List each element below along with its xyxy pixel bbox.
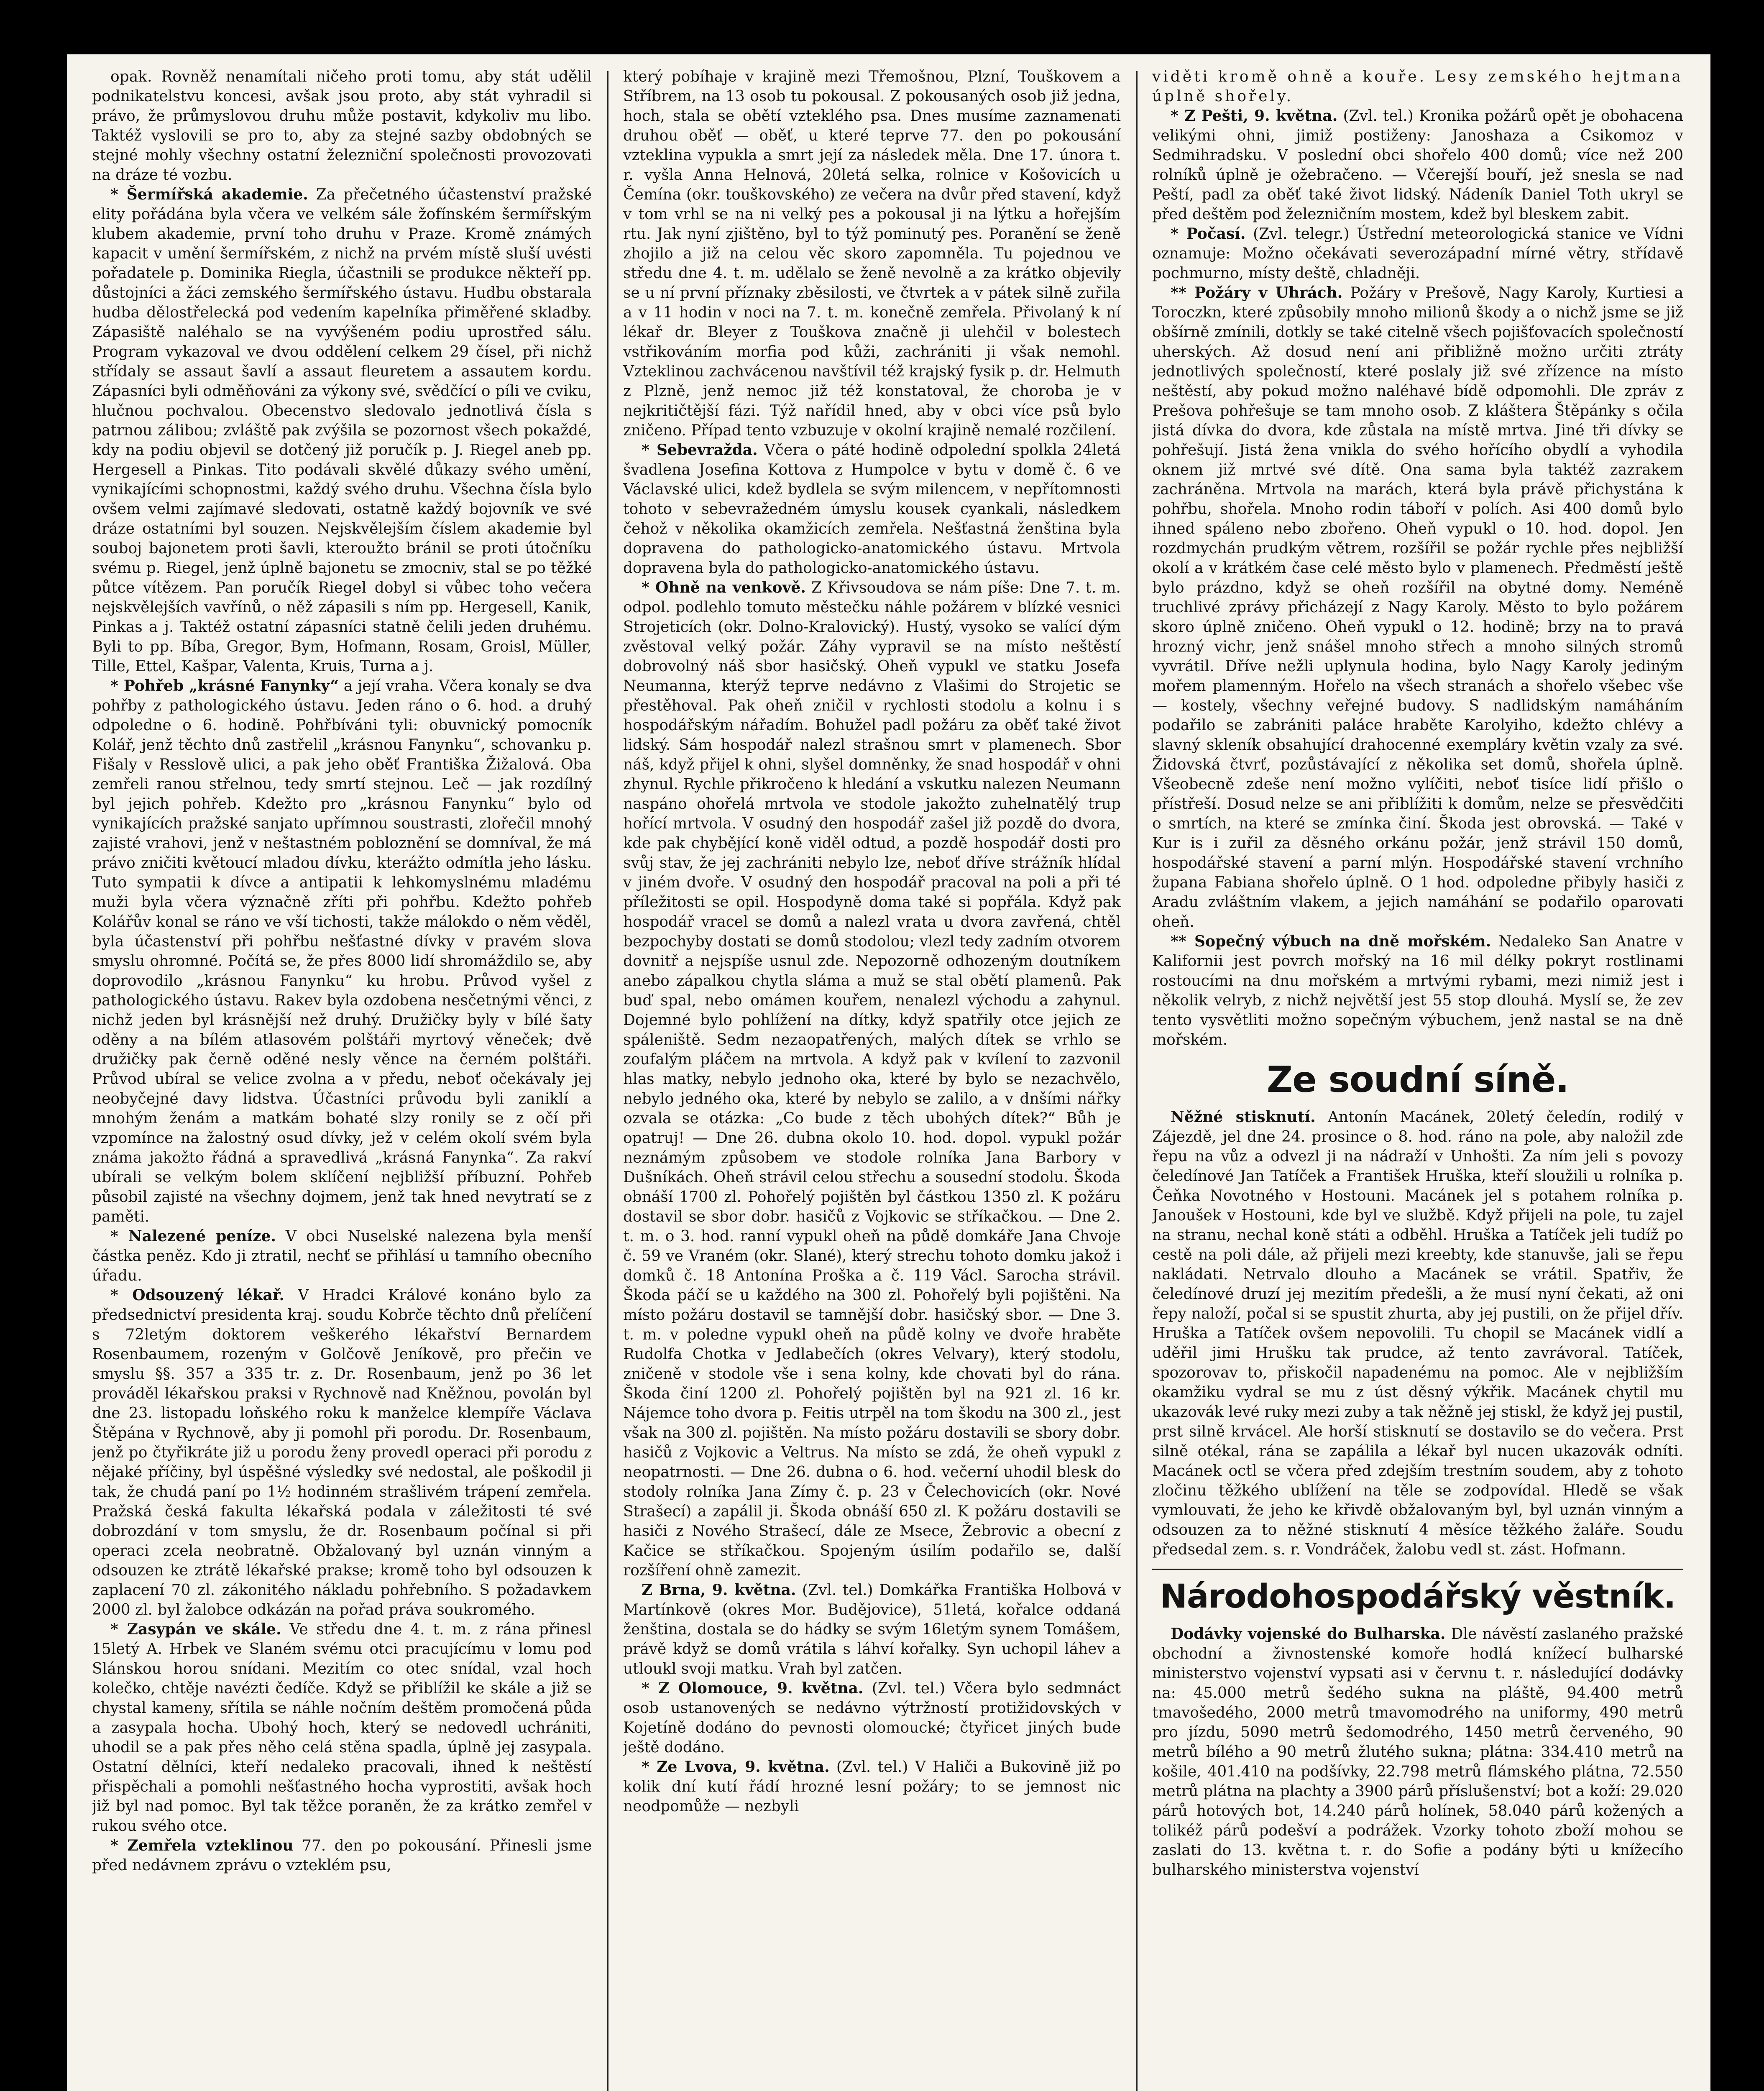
column-middle [623, 67, 1121, 2091]
article-heading: Z Brna, 9. května. [642, 1581, 796, 1599]
article-paragraph [1152, 1624, 1683, 1880]
column-left [92, 67, 592, 2091]
article-heading: * Ohně na venkově. [642, 579, 806, 596]
article-heading: * Počasí. [1171, 225, 1246, 243]
paragraph-body: Dle návěstí zaslaného pražské obchodní a živnostenské komoře hodlá knížecí bulharské ministerstvo vojenství vypsati asi v červnu t. r. následující dodávky na: 45.000 metrů šedého sukna na pláště, 94.400 metrů tmavošedého, 2000 metrů tmavomodrého na uniformy, 490 metrů pro jízdu, 5090 metrů šedomodrého, 1450 metrů červeného, 90 metrů bílého a 90 metrů žlutého sukna; plátna: 334.410 metrů na košile, 401.410 na podšívky, 22.798 metrů flámského plátna, 72.550 metrů plátna na plachty a 3900 párů příslušenství; bot a koží: 29.020 párů hotových bot, 14.240 párů holínek, 58.040 párů kožených a tolikéž párů podešví a podrážek. Vzorky tohoto zboží mohou se zaslati do 13. května t. r. do Sofie a podány býti u knížecího bulharského ministerstva vojenství [1152, 1626, 1683, 1879]
article-paragraph [623, 440, 1121, 578]
article-heading: Něžné stisknutí. [1171, 1108, 1316, 1126]
article-paragraph [1152, 224, 1683, 283]
paragraph-body: Ve středu dne 4. t. m. z rána přinesl 15letý A. Hrbek ve Slaném svému otci pracujícímu v lomu pod Slánskou horou snídani. Mezitím co otec snídal, vzal hoch kolečko, chtěje navézti čedíče. Když se přiblížil ke skále a již se chystal kameny, sřítila se náhle nočním deštěm promočená půda a zasypala hocha. Ubohý hoch, který se nedovedl uchrániti, uhodil se a pak přes něho celá stěna spadla, úplně jej zasypala. Ostatní dělníci, kteří nedaleko pracovali, ihned k neštěstí přispěchali a pomohli nešťastného hocha vyprostiti, avšak hoch již byl nad pomoc. Byl tak těžce poraněn, že za krátko zemřel v rukou svého otce. [92, 1621, 592, 1835]
article-heading: * Zasypán ve skále. [110, 1621, 281, 1638]
article-paragraph [1152, 106, 1683, 224]
paragraph-body: který pobíhaje v krajině mezi Třemošnou, Plzní, Touškovem a Stříbrem, na 13 osob tu pokousal. Z pokousaných osob již jedna, hoch, stala se obětí vzteklého psa. Dnes musíme zaznamenati druhou oběť — oběť, u které teprve 77. den po pokousání vzteklina vypukla a smrt její za následek měla. Dne 17. února t. r. vyšla Anna Helnová, 20letá selka, rolnice v Košovicích u Čemína (okr. touškovského) ze večera na dvůr před stavení, když v tom vrhl se na ni velký pes a pokousal ji na lýtku a hořejším rtu. Jak nyní zjištěno, byl to týž pominutý pes. Poranění se ženě zhojilo a již na celou věc skoro zapomněla. Tu pojednou ve středu dne 4. t. m. udělalo se ženě nevolně a za krátko objevily se u ní první příznaky zběsilosti, ve čtvrtek a v pátek silně zuřila a v 11 hodin v noci na 7. t. m. konečně zemřela. Přivolaný k ní lékař dr. Bleyer z Touškova značně ji ulehčil v bolestech vstřikováním morfia pod kůži, zachrániti ji však nemohl. Vzteklinou zachvácenou navštívil též krajský fysik p. dr. Helmuth z Plzně, jenž nemoc již též konstatoval, že choroba je v nejkritičtější fázi. Týž nařídil hned, aby v obci více psů bylo zničeno. Případ tento vzbuzuje v okolní krajině nemalé rozčilení. [623, 68, 1121, 439]
paragraph-body: (Zvl. tel.) Domkářka Františka Holbová v Martínkově (okres Mor. Budějovice), 51letá, kořalce oddaná ženština, dostala se do hádky se svým 16letým synem Tomášem, právě když se domů vrátila s láhví kořalky. Syn uchopil láhev a utloukl svoji matku. Vrah byl zatčen. [623, 1582, 1121, 1677]
paragraph-body: (Zvl. tel.) Kronika požárů opět je obohacena velikými ohni, jimiž postiženy: Janoshaza a Csikomoz v Sedmihradsku. V poslední obci shořelo 400 domů; více než 200 rolníků úplně je ožebračeno. — Včerejší bouří, jež snesla se nad Peští, padl za oběť také život lidský. Nádeník Daniel Toth ukryl se před deštěm pod železničním mostem, kdež byl bleskem zabit. [1152, 107, 1683, 223]
column-divider [1136, 71, 1138, 2091]
column-right [1152, 67, 1683, 2091]
paragraph-body: Nedaleko San Anatre v Kalifornii jest povrch mořský na 16 mil délky pokryt rostlinami rostoucími na dnu mořském a mrtvými rybami, mezi nimiž jest i několik velryb, z nichž největší jest 55 stop dlouhá. Myslí se, že zev tento vysvětliti možno sopečným výbuchem, jenž nastal se na dně mořském. [1152, 933, 1683, 1048]
article-heading: * Nalezené peníze. [110, 1227, 276, 1245]
paragraph-body: V Hradci Králové konáno bylo za předsednictví presidenta kraj. soudu Kobrče těchto dnů přelíčení s 72letým doktorem veškerého lékařství Bernardem Rosenbaumem, rozeným v Golčově Jeníkově, pro přečin ve smyslu §§. 357 a 335 tr. z. Dr. Rosenbaum, jenž po 36 let prováděl lékařskou praksi v Rychnově nad Kněžnou, povolán byl dne 23. listopadu loňského roku k manželce klempíře Václava Štěpána v Rychnově, aby ji pomohl při porodu. Dr. Rosenbaum, jenž po čtyřikráte již u porodu ženy provedl operaci při porodu z nějaké příčiny, byl úspěšné výsledky své nedostal, ale poškodil ji tak, že chudá paní po 1½ hodinném strašlivém trápení zemřela. Pražská česká fakulta lékařská podala v záležitosti té své dobrozdání v tom smyslu, že dr. Rosenbaum počínal si při operaci zcela neobratně. Obžalovaný byl uznán vinným a odsouzen ke ztrátě lékařské prakse; kromě toho byl odsouzen k zaplacení 70 zl. zákonitého nákladu pohřebního. S požadavkem 2000 zl. byl žalobce odkázán na pořad práva soukromého. [92, 1287, 592, 1618]
paragraph-body: (Zvl. telegr.) Ústřední meteorologická stanice ve Vídni oznamuje: Možno očekávati severozápadní mírné větry, střídavě pochmurno, místy deště, chladněji. [1152, 225, 1683, 282]
article-heading: * Z Olomouce, 9. května. [642, 1679, 864, 1697]
article-paragraph [623, 578, 1121, 1580]
article-heading: * Z Pešti, 9. května. [1171, 107, 1338, 125]
article-heading: ** Sopečný výbuch na dně mořském. [1171, 933, 1491, 950]
article-paragraph [92, 1286, 592, 1620]
article-heading: * Ze Lvova, 9. května. [642, 1758, 830, 1776]
article-paragraph [92, 1620, 592, 1836]
paragraph-body: (Zvl. tel.) Včera bylo sedmnáct osob ustanovených se nedávno výtržností protižidovských v Kojetíně dodáno do pevnosti olomoucké; čtyřicet jiných bude ještě dodáno. [623, 1680, 1121, 1756]
paragraph-body: viděti kromě ohně a kouře. Lesy zemského hejtmana úplně shořely. [1152, 68, 1683, 105]
article-heading: * Zemřela vzteklinou [110, 1837, 294, 1854]
article-heading: * Šermířská akademie. [110, 186, 308, 203]
article-paragraph [92, 1836, 592, 1875]
article-paragraph [623, 1580, 1121, 1679]
paragraph-body: Včera o páté hodině odpolední spolkla 24letá švadlena Josefina Kottova z Humpolce v bytu v domě č. 6 ve Václavské ulici, kdež bydlela se svým milencem, v nepřítomnosti tohoto v sebevražedném úmyslu kousek cyankali, následkem čehož v několika okamžicích zemřela. Nešťastná ženština byla dopravena do pathologicko-anatomického ústavu. Mrtvola dopravena byla do pathologicko-anatomického ústavu. [623, 442, 1121, 577]
article-paragraph [623, 1757, 1121, 1816]
article-paragraph [1152, 1107, 1683, 1559]
article-paragraph [92, 676, 592, 1227]
paragraph-body: a její vraha. Včera konaly se dva pohřby z pathologického ústavu. Jeden ráno o 6. hod. a druhý odpoledne o 6. hodině. Pohřbíváni tyli: obuvnický pomocník Kolář, jenž těchto dnů zastřelil „krásnou Fanynku“, schovanku p. Fišaly v Resslově ulici, a pak jeho oběť Františka Žižalová. Oba zemřeli ranou střelnou, tedy smrtí stejnou. Leč — jak rozdílný byl jejich pohřeb. Kdežto pro „krásnou Fanynku“ bylo od vynikajících pražské sanjato upřímnou soustrasti, zlořečil mnohý zajisté vrahovi, jenž v neštastném pobloznění se domníval, že má právo zničiti květoucí mladou dívku, kterážto odmítla jeho lásku. Tuto sympatii k dívce a antipatii k lehkomyslnému mladému muži byla včera význačně zříti při pohřbu. Kdežto pohřeb Kolářův konal se ráno ve vší tichosti, takže málokdo o něm věděl, byla účastenství při pohřbu nešťastné dívky v pravém slova smyslu ohromné. Počítá se, že přes 8000 lidí shromáždilo se, aby doprovodilo „krásnou Fanynku“ ku hrobu. Průvod vyšel z pathologického ústavu. Rakev byla ozdobena nesčetnými věnci, z nichž jeden byl krásnější než druhý. Družičky byly v bílé šaty oděny a na bílém atlasovém polštáři myrtový věneček; dvě družičky pak černě oděné nesly věnce na černém polštáři. Průvod ubíral se velice zvolna a v předu, neboť očekávaly jej neobyčejné davy lidstva. Účastníci průvodu byli zaniklí a mnohým ženám a matkám bohaté slzy ronily se z očí při vzpomínce na žalostný osud dívky, jež v celém okolí svém byla známa jakožto řádná a spravedlivá „krásná Fanynka“. Za rakví ubírali se velkým bolem sklíčení nejbližší příbuzní. Pohřeb působil zajisté na všechny dojmem, jenž tak hned nevytratí se z paměti. [92, 677, 592, 1225]
article-heading: * Sebevražda. [642, 441, 758, 459]
article-paragraph [623, 1679, 1121, 1757]
paragraph-body: Požáry v Prešově, Nagy Karoly, Kurtiesi a Toroczkn, které způsobily mnoho milionů škody a o nichž jsme se již obšírně zmínili, dotkly se také citelně všech pojišťovacích společností uherských. Až dosud není ani přibližně možno určiti ztráty jednotlivých společností, které poslaly již své zřízence na místo neštěstí, aby pokud možno naléhavé bídě odpomohli. Dle zpráv z Prešova pohřešuje se tam mnoho osob. Z kláštera Štěpánky s očila jistá dívka do dvora, kde zůstala na místě mrtva. Jiné tři dívky se pohřešují. Jistá žena vnikla do svého hořícího obydlí a vyhodila oknem již mrtvé své dítě. Ona sama byla taktéž zazrakem zachráněna. Mrtvola na marách, která byla právě přichystána k pohřbu, shořela. Mnoho rodin táboří v polích. Asi 400 domů bylo ihned spáleno nebo zbořeno. Oheň vypukl o 10. hod. dopol. Jen rozdmychán prudkým větrem, rozšířil se požár rychle přes nejbližší okolí a v krátkém čase celé město bylo v plamenech. Předměstí ještě bylo prázdno, když se oheň rozšířil na obytné domy. Neméně truchlivé zprávy přicházejí z Nagy Karoly. Město to bylo požárem skoro úplně zničeno. Oheň vypukl o 12. hodině; brzy na to pravá hrozný vichr, jenž snášel mnoho střech a mnoho silných stromů vyvrátil. Dříve nežli uplynula hodina, bylo Nagy Karoly jediným mořem plamenným. Hořelo na všech stranách a shořelo všebec vše — kostely, všechny veřejné budovy. S nadlidským namáháním podařilo se zabrániti paláce hraběte Karolyiho, kdežto chlévy a slavný skleník obsahující drahocenné exempláry květin vzaly za své. Židovská čtvrť, pozůstávající z několika set domů, shořela úplně. Všeobecně zdeše není možno vylíčiti, neboť tisíce lidí přišlo o přístřeší. Dosud nelze se ani přiblížiti k domům, nelze se přesvědčiti o smrtích, na které se zmínka činí. Škoda jest obrovská. — Také v Kur is i zuřil za děsného orkánu požár, jenž strávil 150 domů, hospodářské stavení a parní mlýn. Hospodářské stavení vrchního župana Fabiana shořelo úplně. O 1 hod. odpoledne přibyly hasiči z Aradu zvláštním vlakem, a jejich namáhání se podařilo oparovati oheň. [1152, 284, 1683, 930]
paragraph-body: opak. Rovněž nenamítali ničeho proti tomu, aby stát udělil podnikatelstvu koncesi, avšak jsou proto, aby stát vyhradil si právo, že průmyslovou druhu může postavit, kdykoliv mu libo. Taktéž vyslovili se pro to, aby za stejné sazby obdobných se stejné mohly všechny ostatní železniční společnosti provozovati na dráze té vozbu. [92, 68, 592, 184]
paragraph-body: V obci Nuselské nalezena byla menší částka peněz. Kdo ji ztratil, nechť se přihlásí u tamního obecního úřadu. [92, 1228, 592, 1284]
article-paragraph [92, 185, 592, 676]
newspaper-page [67, 54, 1710, 2091]
paragraph-body: (Zvl. tel.) V Haliči a Bukovině již po kolik dní kutí řádí hrozné lesní požáry; to se jemnost nic neodpomůže — nezbyli [623, 1759, 1121, 1815]
section-title-court: Ze soudní síně. [1266, 1059, 1569, 1101]
article-paragraph [92, 1227, 592, 1286]
article-heading: * Odsouzený lékař. [110, 1286, 285, 1304]
paragraph-body: Z Křivsoudova se nám píše: Dne 7. t. m. odpol. podlehlo tomuto městečku náhle požárem v blízké vesnici Strojeticích (okr. Dolno-Kralovický). Hustý, vysoko se valící dým zvěstoval velký požár. Záhy vypravil se na místo neštěstí dobrovolný náš sbor hasičský. Oheň vypukl ve statku Josefa Neumanna, kterýž teprve nedávno z Vlašimi do Strojetic se přestěhoval. Pak oheň zničil v rychlosti stodolu a kolnu i s hospodářským nářadím. Bohužel padl požáru za oběť také život lidský. Sám hospodář nalezl strašnou smrt v plamenech. Sbor náš, když přijel k ohni, slyšel domněnky, že snad hospodář v ohni zhynul. Rychle přikročeno k hledání a vskutku nalezen Neumann naspáno ohořelá mrtvola ve stodole jakožto zuhelnatělý trup hořící mrtvola. V osudný den hospodář zašel již pozdě do dvora, kde pak chybějící koně viděl odtud, a pozdě hospodář dosti pro svůj stav, že jej zachrániti nebylo lze, neboť dříve strážník hlídal v jiném dvoře. V osudný den hospodář pracoval na poli a při té příležitosti se opil. Hospodyně doma také si popřála. Když pak hospodář vracel se domů a nalezl vrata u dvora zavřená, chtěl bezpochyby dostati se domů stodolou; vlezl tedy zadním otvorem dovnitř a nejspíše usnul zde. Nepozorně odhozeným doutníkem anebo zápalkou chytla sláma a muž se stal obětí plamenů. Pak buď spal, nebo omámen kouřem, nenalezl východu a zahynul. Dojemné bylo pohlížení na dítky, když spatřily otce jejich ze spáleniště. Sedm nezaopatřených, malých dítek se vrhlo se zoufalým pláčem na mrtvola. A když pak v kvílení to zazvonil hlas matky, nebylo jednoho oka, které by bylo se nezachvělo, nebylo jedného oka, které by nebylo se zalilo, a v dnšími nářky ozvala se otázka: „Co bude z těch ubohých dítek?“ Bůh je opatruj! — Dne 26. dubna okolo 10. hod. dopol. vypukl požár neznámým způsobem ve stodole rolníka Jana Barbory v Dušníkách. Oheň strávil celou střechu a sousední stodolu. Škoda obnáší 1700 zl. Pohořelý pojištěn byl částkou 1350 zl. K požáru dostavil se sbor dobr. hasičů z Vojkovic se stříkačkou. — Dne 2. t. m. o 3. hod. ranní vypukl oheň na půdě domkáře Jana Chvoje č. 59 ve Vraném (okr. Slané), který strechu tohoto domku jakož i domků č. 18 Antonína Proška a č. 119 Václ. Sarocha strávil. Škoda páčí se u každého na 300 zl. Pohořelý byli pojištěni. Na místo požáru dostavil se tamnější dobr. hasičský sbor. — Dne 3. t. m. v poledne vypukl oheň na půdě kolny ve dvoře hraběte Rudolfa Chotka v Jedlabečích (okres Velvary), který stodolu, zničeně v stodole vše i sena kolny, kde chovati byl do rána. Škoda činí 1200 zl. Pohořelý pojištěn byl na 921 zl. 16 kr. Nájemce toho dvora p. Feitis utrpěl na tom škodu na 300 zl., jest však na 300 zl. pojištěn. Na místo požáru dostavili se sbory dobr. hasičů z Vojkovic a Veltrus. Na místo se zdá, že oheň vypukl z neopatrnosti. — Dne 26. dubna o 6. hod. večerní uhodil blesk do stodoly rolníka Jana Zímy č. p. 23 v Čelechovicích (okr. Nové Strašecí) a zapálil ji. Škoda obnáší 650 zl. K požáru dostavili se hasiči z Nového Strašecí, dále ze Msece, Žebrovic a obecní z Kačice se stříkačkou. Spojeným úsilím podařilo se, další rozšíření ohně zamezit. [623, 579, 1121, 1579]
paragraph-body: 77. den po pokousání. Přinesli jsme před nedávnem zprávu o vzteklém psu, [92, 1837, 592, 1874]
article-paragraph [1152, 283, 1683, 932]
article-paragraph [92, 67, 592, 185]
article-heading: * Pohřeb „krásné Fanynky“ [110, 677, 339, 695]
article-paragraph [1152, 932, 1683, 1050]
article-heading: Dodávky vojenské do Bulharska. [1171, 1625, 1446, 1643]
article-heading: ** Požáry v Uhrách. [1171, 284, 1343, 302]
column-divider [607, 71, 608, 2091]
article-paragraph [623, 67, 1121, 440]
article-paragraph [1152, 67, 1683, 106]
paragraph-body: Za přečetného účastenství pražské elity pořádána byla včera ve velkém sále žofínském šermířským klubem akademie, první toho druhu v Praze. Kromě známých kapacit v umění šermířském, z nichž na prvém místě sluší uvésti pořadatele p. Dominika Riegla, účastnili se produkce někteří pp. důstojníci a žáci zemského šermířského ústavu. Hudbu obstarala hudba dělostřelecká pod vedením kapelníka přiměřené skladby. Zápasiště naléhalo se na vyvýšeném podiu uprostřed sálu. Program vykazoval ve dvou oddělení celkem 29 čísel, při nichž střídaly se assaut šavlí a assaut fleuretem a assautem kordu. Zápasníci byli odměňováni za výkony své, svědčící o píli ve cviku, hlučnou pochvalou. Obecenstvo sledovalo jednotlivá čísla s patrnou zálibou; zvláště pak zvýšila se pozornost všech pokaždé, kdy na podiu objevil se dotčený již poručík p. J. Riegel aneb pp. Hergesell a Pinkas. Tito podávali skvělé důkazy svého umění, vynikajícími schopnostmi, každý svého druhu. Všechna čísla bylo ovšem velmi zajímavé sledovati, ostatně každý bojovník ve své dráze ostatními byl souzen. Nejskvělejším číslem akademie byl souboj bajonetem proti šavli, kteroužto bránil se proti útočníku svému p. Riegel, jenž úplně bajonetu se zmocniv, stal se po těžké půtce vítězem. Pan poručík Riegel dobyl si vůbec toho večera nejskvělejších vavřínů, o něž zápasili s ním pp. Hergesell, Kanik, Pinkas a j. Taktéž ostatní zápasníci statně čelili jeden druhému. Byli to pp. Bíba, Gregor, Bym, Hofmann, Rosam, Groisl, Müller, Tille, Ettel, Kašpar, Valenta, Kruis, Turna a j. [92, 186, 592, 675]
section-title-economy: Národohospodářský věstník. [1152, 1569, 1683, 1618]
paragraph-body: Antonín Macánek, 20letý čeledín, rodilý v Zájezdě, jel dne 24. prosince o 8. hod. ráno na pole, aby naložil zde řepu na vůz a odvezl ji na nádraží v Unhošti. Za ním jeli s povozy čeledínové Jan Tatíček a František Hruška, kteří sloužili u rolníka p. Čeňka Novotného v Hostouni. Macánek jel s potahem rolníka p. Janoušek v Hostouni, kde byl ve službě. Když přijeli na pole, tu zajel na stranu, nechal koně státi a odběhl. Hruška a Tatíček jeli tudíž po cestě na poli dále, až přijeli mezi kreebty, kde stanuvše, jali se řepu nakládati. Netrvalo dlouho a Macánek se vrátil. Spatřiv, že čeledínové druzí jej mezitím předešli, a že musí nyní čekati, až oni řepy naloží, počal si se spustit zhurta, aby jej pustili, on že přijel dřív. Hruška a Tatíček ovšem nepovolili. Tu chopil se Macánek vidlí a uděřil jimi Hrušku tak prudce, až tento zavrávoral. Tatíček, spozorovav to, přiskočil napadenému na pomoc. Ale v nejbližším okamžiku vydral se mu z úst děsný výkřik. Macánek chytil mu ukazovák levé ruky mezi zuby a tak něžně jej stiskl, že když jej pustil, prst silně krvácel. Ale horší stisknutí se dostavilo se do večera. Prst silně otékal, rána se zapálila a lékař byl nucen ukazovák odníti. Macánek octl se včera před zdejším trestním soudem, aby z tohoto zločinu těžkého ublížení na těle se zodpovídal. Hledě se však vymlouvati, že jeho ke křivdě obžalovaným byl, byl uznán vinným a odsouzen za to něžné stisknutí 4 měsíce těžkého žaláře. Soudu předsedal zem. s. r. Vondráček, žalobu vedl st. zást. Hofmann. [1152, 1109, 1683, 1558]
